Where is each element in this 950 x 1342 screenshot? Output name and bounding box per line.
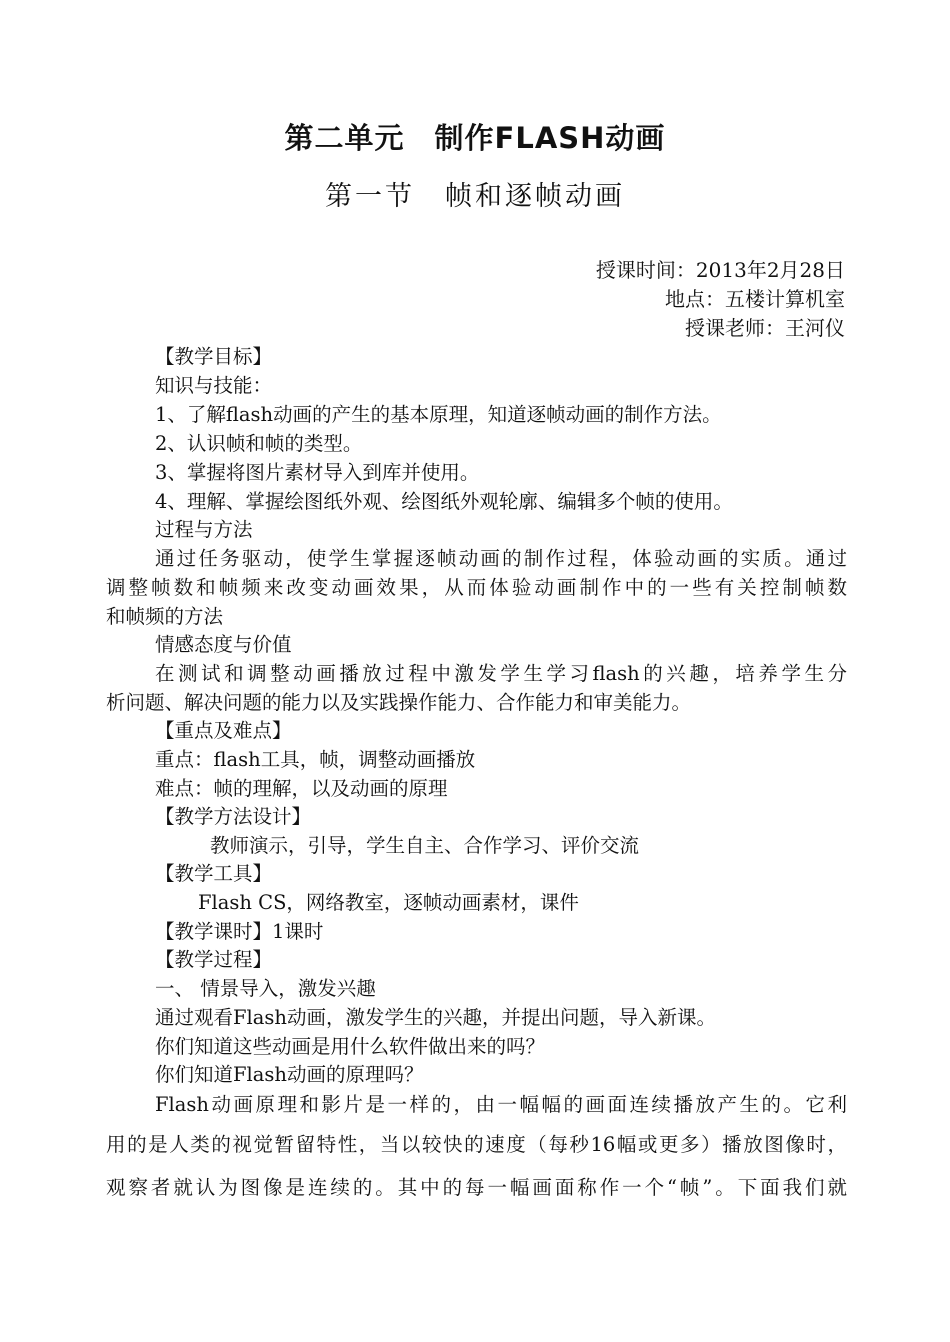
knowledge-item-2: 2、认识帧和帧的类型。 [155,432,363,455]
knowledge-item-4: 4、理解、掌握绘图纸外观、绘图纸外观轮廓、编辑多个帧的使用。 [155,490,733,513]
method-heading: 【教学方法设计】 [155,805,312,828]
emotion-paragraph-line-2: 析问题、解决问题的能力以及实践操作能力、合作能力和审美能力。 [106,691,692,714]
process-paragraph-line-3: 和帧频的方法 [106,605,224,628]
step1-heading: 一、 情景导入，激发兴趣 [155,977,376,1000]
principle-paragraph-line-3: 观察者就认为图像是连续的。其中的每一幅画面称作一个“帧”。下面我们就 [106,1176,847,1199]
section-title: 第一节 帧和逐帧动画 [325,181,625,212]
objectives-heading: 【教学目标】 [155,345,273,368]
keypoint-text: 重点：flash工具，帧，调整动画播放 [155,748,476,771]
emotion-paragraph-line-1: 在测试和调整动画播放过程中激发学生学习flash的兴趣，培养学生分 [155,662,847,685]
method-text: 教师演示，引导，学生自主、合作学习、评价交流 [210,834,640,857]
step1-text: 通过观看Flash动画，激发学生的兴趣，并提出问题，导入新课。 [155,1006,716,1029]
step1-question-2: 你们知道Flash动画的原理吗？ [155,1063,424,1086]
knowledge-item-1: 1、了解flash动画的产生的基本原理，知道逐帧动画的制作方法。 [155,403,722,426]
lesson-place: 地点：五楼计算机室 [665,287,845,311]
process-paragraph-line-1: 通过任务驱动，使学生掌握逐帧动画的制作过程，体验动画的实质。通过 [155,547,847,570]
tools-text: Flash CS，网络教室，逐帧动画素材，课件 [198,891,579,914]
lesson-teacher: 授课老师：王河仪 [685,316,845,340]
difficulty-text: 难点：帧的理解，以及动画的原理 [155,777,448,800]
principle-paragraph-line-1: Flash动画原理和影片是一样的，由一幅幅的画面连续播放产生的。它利 [155,1093,847,1116]
hours-text: 【教学课时】1课时 [155,920,324,943]
procedure-heading: 【教学过程】 [155,948,273,971]
keypoints-heading: 【重点及难点】 [155,719,292,742]
unit-title: 第二单元 制作FLASH动画 [284,121,666,155]
step1-question-1: 你们知道这些动画是用什么软件做出来的吗？ [155,1035,546,1058]
principle-paragraph-line-2: 用的是人类的视觉暂留特性，当以较快的速度（每秒16幅或更多）播放图像时， [106,1133,847,1156]
process-heading: 过程与方法 [155,518,253,541]
lesson-time: 授课时间：2013年2月28日 [595,258,845,282]
emotion-heading: 情感态度与价值 [155,633,292,656]
tools-heading: 【教学工具】 [155,862,273,885]
knowledge-item-3: 3、掌握将图片素材导入到库并使用。 [155,461,480,484]
process-paragraph-line-2: 调整帧数和帧频来改变动画效果，从而体验动画制作中的一些有关控制帧数 [106,576,847,599]
knowledge-heading: 知识与技能： [155,374,273,397]
